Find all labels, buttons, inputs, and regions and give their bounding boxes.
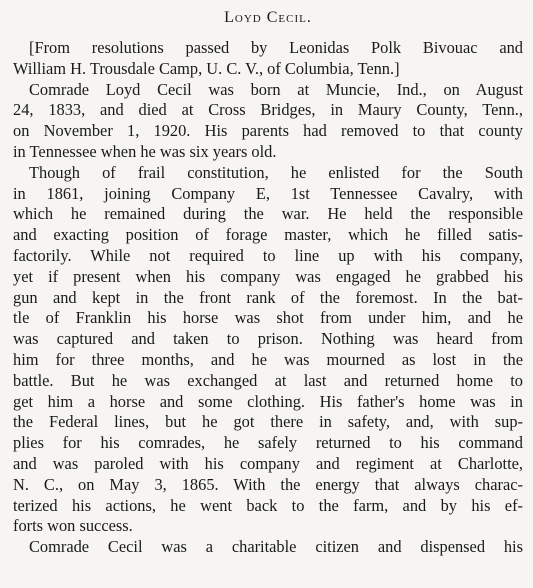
text-line: terized his actions, he went back to the farm, and by his ef- <box>13 495 523 515</box>
text-line: yet if present when his company was engaged he grabbed his <box>13 266 523 286</box>
text-line: in Tennessee when he was six years old. <box>13 141 277 161</box>
text-line: him for three months, and he was mourned as lost in the <box>13 349 523 369</box>
text-line: gun and kept in the front rank of the foremost. In the bat- <box>13 287 523 307</box>
text-line: which he remained during the war. He held the responsible <box>13 204 523 224</box>
text-line: get him a horse and some clothing. His father's home was in <box>13 391 523 411</box>
text-line: and exacting position of forage master, which he filled satis- <box>13 225 523 245</box>
text-line: [From resolutions passed by Leonidas Polk Bivouac and <box>29 38 523 57</box>
text-line: factorily. While not required to line up with his company, <box>13 245 523 265</box>
text-line: was captured and taken to prison. Nothing was heard from <box>13 329 523 349</box>
text-line: and was paroled with his company and regiment at Charlotte, <box>13 453 523 473</box>
text-line: Comrade Loyd Cecil was born at Muncie, Ind., on August <box>29 79 523 99</box>
text-line: William H. Trousdale Camp, U. C. V., of Columbia, Tenn.] <box>13 58 400 78</box>
text-line: battle. But he was exchanged at last and returned home to <box>13 370 523 390</box>
text-line: tle of Franklin his horse was shot from under him, and he <box>13 308 523 328</box>
text-line: Though of frail constitution, he enlisted for the South <box>29 162 523 182</box>
text-line: plies for his comrades, he safely returned to his command <box>13 433 523 453</box>
text-line: the Federal lines, but he got there in safety, and, with sup- <box>13 412 523 432</box>
text-line: N. C., on May 3, 1865. With the energy that always charac- <box>13 474 523 494</box>
article-body <box>13 38 523 558</box>
article-title: Loyd Cecil. <box>224 9 312 26</box>
text-line: on November 1, 1920. His parents had removed to that county <box>13 121 523 141</box>
text-line: forts won success. <box>13 516 133 536</box>
text-line: 24, 1833, and died at Cross Bridges, in Maury County, Tenn., <box>13 100 523 120</box>
text-line: in 1861, joining Company E, 1st Tennessee Cavalry, with <box>13 183 523 203</box>
text-line: Comrade Cecil was a charitable citizen and dispensed his <box>29 537 523 557</box>
